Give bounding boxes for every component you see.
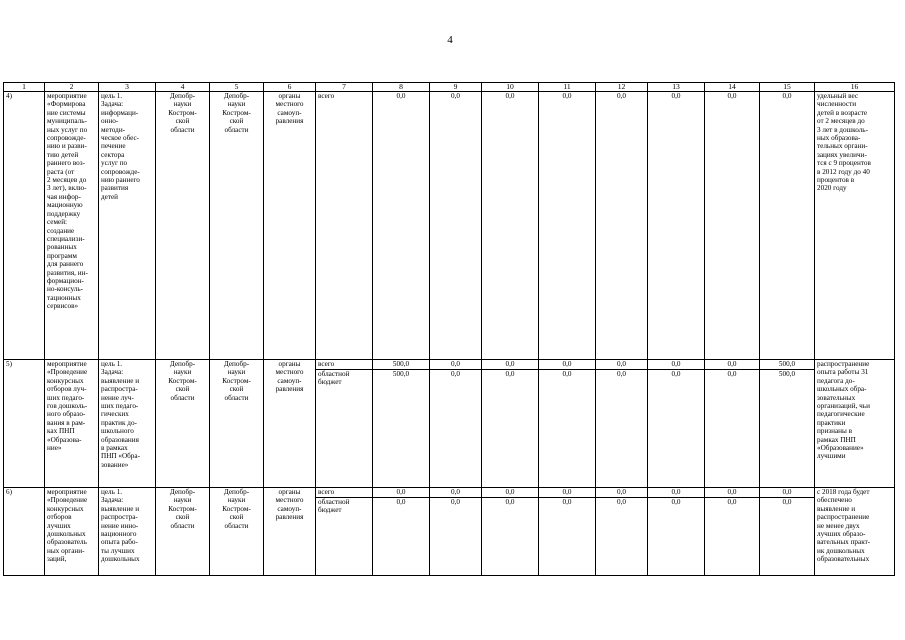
value-cell: [705, 360, 760, 488]
partner: органы местного самоуп- равления: [264, 92, 316, 360]
row-number: 6): [4, 488, 45, 576]
responsible-executor: Депобр- науки Костром- ской области: [156, 360, 210, 488]
funding-sources: [316, 488, 373, 576]
partner: органы местного самоуп- равления: [264, 360, 316, 488]
value: 0,0: [727, 498, 737, 506]
value: 0,0: [430, 360, 481, 370]
value: 0,0: [451, 92, 460, 100]
value-cell: [373, 360, 430, 488]
value: 500,0: [392, 370, 410, 378]
funding-source: областной бюджет: [318, 498, 350, 515]
funding-source: всего: [318, 92, 335, 100]
column-header: 6: [264, 83, 316, 92]
value: 0,0: [727, 92, 737, 100]
value: 0,0: [482, 488, 538, 498]
measure-name: мероприятие «Проведение конкурсных отборов луч- ших педаго- гов дошколь- ного образо- вания в рам- ках ПНП «Образова- ние»: [45, 360, 99, 488]
column-header: 2: [45, 83, 99, 92]
column-header: 1: [4, 83, 45, 92]
value: 0,0: [760, 488, 814, 498]
value: 0,0: [396, 92, 406, 100]
value: 0,0: [648, 488, 704, 498]
value: 0,0: [539, 488, 595, 498]
table-row: [4, 488, 895, 576]
value: 500,0: [373, 360, 429, 370]
column-header: 13: [648, 83, 705, 92]
value-cell: [648, 488, 705, 576]
value-cell: [760, 92, 815, 360]
value: 0,0: [617, 92, 626, 100]
program-table: [3, 82, 895, 576]
value: 0,0: [562, 370, 572, 378]
value-cell: [705, 92, 760, 360]
value: 0,0: [505, 370, 515, 378]
page-number: 4: [447, 34, 453, 46]
value: 0,0: [373, 488, 429, 498]
value: 0,0: [562, 498, 572, 506]
expected-result: с 2018 года будет обеспечено выявление и распространение не менее двух лучших образо- вательных практ- ик дошкольных образовательных: [815, 488, 895, 576]
funding-sources: [316, 360, 373, 488]
goal-task: цель 1. Задача: выявление и распростра- нение луч- ших педаго- гических практик до- школьного образования в рамках ПНП «Обра- зование»: [99, 360, 156, 488]
column-header: 9: [430, 83, 482, 92]
value: 500,0: [760, 360, 814, 370]
value: 0,0: [727, 370, 737, 378]
column-header: 4: [156, 83, 210, 92]
value-cell: [539, 488, 596, 576]
measure-name: мероприятие «Проведение конкурсных отборов лучших дошкольных образователь ных органи- заций,: [45, 488, 99, 576]
column-header: 15: [760, 83, 815, 92]
value: 0,0: [451, 498, 460, 506]
value: 0,0: [596, 360, 647, 370]
column-header: 7: [316, 83, 373, 92]
value: 0,0: [562, 92, 572, 100]
value: 0,0: [671, 92, 681, 100]
value-cell: [373, 488, 430, 576]
value-cell: [430, 360, 482, 488]
value: 0,0: [396, 498, 406, 506]
value-cell: [482, 488, 539, 576]
value-cell: [539, 360, 596, 488]
value-cell: [482, 360, 539, 488]
column-header-row: [4, 83, 895, 92]
value-cell: [760, 360, 815, 488]
table-row: [4, 92, 895, 360]
funding-source: областной бюджет: [318, 370, 350, 387]
column-header: 8: [373, 83, 430, 92]
value: 0,0: [705, 360, 759, 370]
funding-source: всего: [316, 488, 372, 498]
value: 0,0: [539, 360, 595, 370]
row-number: 4): [4, 92, 45, 360]
expected-result: удельный вес численности детей в возрасте от 2 месяцев до 3 лет в дошколь- ных образова- тельных органи- зациях увеличи- тся с 9 процентов в 2012 году до 40 процентов в 2020 году: [815, 92, 895, 360]
row-number: 5): [4, 360, 45, 488]
value: 0,0: [451, 370, 460, 378]
value-cell: [705, 488, 760, 576]
column-header: 16: [815, 83, 895, 92]
column-header: 10: [482, 83, 539, 92]
value-cell: [760, 488, 815, 576]
value-cell: [373, 92, 430, 360]
customer: Депобр- науки Костром- ской области: [210, 488, 264, 576]
funding-source: всего: [316, 360, 372, 370]
column-header: 5: [210, 83, 264, 92]
measure-name: мероприятие «Формирова ние системы муниципаль- ных услуг по сопровожде- нию и разви- тию детей раннего воз- раста (от 2 месяцев до 3 лет), вклю- чая инфор- мационную поддержку семей: создание специализи- рованных программ для раннего развития, ин- формацион- но-консуль- тационных сервисов»: [45, 92, 99, 360]
value: 0,0: [596, 488, 647, 498]
value: 0,0: [782, 498, 792, 506]
value: 0,0: [505, 498, 515, 506]
value: 0,0: [617, 370, 626, 378]
value-cell: [648, 92, 705, 360]
value-cell: [648, 360, 705, 488]
value: 0,0: [430, 488, 481, 498]
value: 0,0: [705, 488, 759, 498]
column-header: 3: [99, 83, 156, 92]
customer: Депобр- науки Костром- ской области: [210, 360, 264, 488]
column-header: 12: [596, 83, 648, 92]
value-cell: [596, 488, 648, 576]
value-cell: [430, 488, 482, 576]
value: 0,0: [617, 498, 626, 506]
value: 0,0: [648, 360, 704, 370]
column-header: 11: [539, 83, 596, 92]
value: 0,0: [671, 370, 681, 378]
funding-sources: [316, 92, 373, 360]
responsible-executor: Депобр- науки Костром- ской области: [156, 488, 210, 576]
partner: органы местного самоуп- равления: [264, 488, 316, 576]
value-cell: [430, 92, 482, 360]
responsible-executor: Депобр- науки Костром- ской области: [156, 92, 210, 360]
expected-result: распространение опыта работы 31 педагога до- школьных обра- зовательных организаций, чьи педагогические практики признаны в рамках ПНП «Образование» лучшими: [815, 360, 895, 488]
value-cell: [482, 92, 539, 360]
value: 500,0: [778, 370, 796, 378]
value: 0,0: [505, 92, 515, 100]
value: 0,0: [782, 92, 792, 100]
value: 0,0: [482, 360, 538, 370]
value-cell: [539, 92, 596, 360]
column-header: 14: [705, 83, 760, 92]
value-cell: [596, 92, 648, 360]
table-row: [4, 360, 895, 488]
value: 0,0: [671, 498, 681, 506]
customer: Депобр- науки Костром- ской области: [210, 92, 264, 360]
value-cell: [596, 360, 648, 488]
goal-task: цель 1. Задача: выявление и распростра- нение инно- вационного опыта рабо- ты лучших дошкольных: [99, 488, 156, 576]
goal-task: цель 1. Задача: информаци- онно- методи- ческое обес- печение сектора услуг по сопровожде- нию раннего развития детей: [99, 92, 156, 360]
